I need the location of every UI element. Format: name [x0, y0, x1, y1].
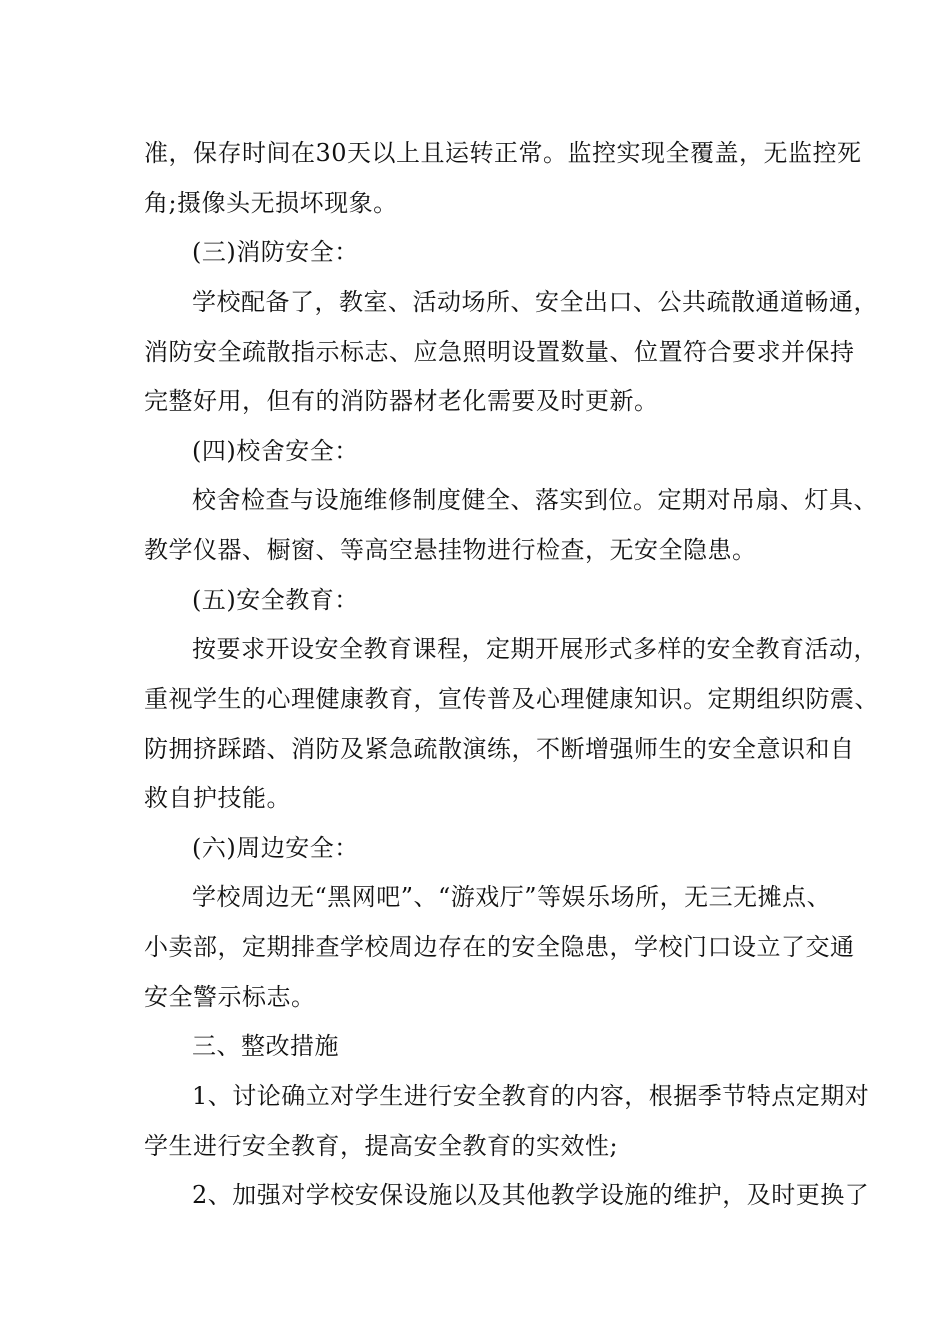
section-heading: (三)消防安全：: [192, 238, 359, 266]
text-line: 角;摄像头无损坏现象。: [144, 189, 398, 217]
text-line: 准，保存时间在30天以上且运转正常。监控实现全覆盖，无监控死: [144, 139, 862, 167]
text-line: 按要求开设安全教育课程，定期开展形式多样的安全教育活动，: [192, 635, 878, 663]
text-line: 消防安全疏散指示标志、应急照明设置数量、位置符合要求并保持: [144, 338, 855, 366]
text-line: 救自护技能。: [144, 784, 291, 812]
section-heading: (四)校舍安全：: [192, 437, 359, 465]
text-line: 防拥挤踩踏、消防及紧急疏散演练，不断增强师生的安全意识和自: [144, 735, 855, 763]
text-line: 2、加强对学校安保设施以及其他教学设施的维护，及时更换了: [192, 1181, 870, 1209]
text-line: 学校周边无“黑网吧”、“游戏厅”等娱乐场所，无三无摊点、: [192, 883, 832, 911]
text-line: 完整好用，但有的消防器材老化需要及时更新。: [144, 387, 659, 415]
text-line: 校舍检查与设施维修制度健全、落实到位。定期对吊扇、灯具、: [192, 486, 878, 514]
section-heading: (五)安全教育：: [192, 586, 359, 614]
text-line: 重视学生的心理健康教育，宣传普及心理健康知识。定期组织防震、: [144, 685, 879, 713]
section-heading: (六)周边安全：: [192, 834, 359, 862]
text-line: 学校配备了，教室、活动场所、安全出口、公共疏散通道畅通，: [192, 288, 878, 316]
text-line: 安全警示标志。: [144, 983, 316, 1011]
text-line: 1、讨论确立对学生进行安全教育的内容，根据季节特点定期对: [192, 1082, 870, 1110]
text-line: 学生进行安全教育，提高安全教育的实效性;: [144, 1132, 619, 1160]
text-line: 教学仪器、橱窗、等高空悬挂物进行检查，无安全隐患。: [144, 536, 757, 564]
section-heading: 三、整改措施: [192, 1032, 339, 1060]
text-line: 小卖部，定期排查学校周边存在的安全隐患，学校门口设立了交通: [144, 933, 855, 961]
